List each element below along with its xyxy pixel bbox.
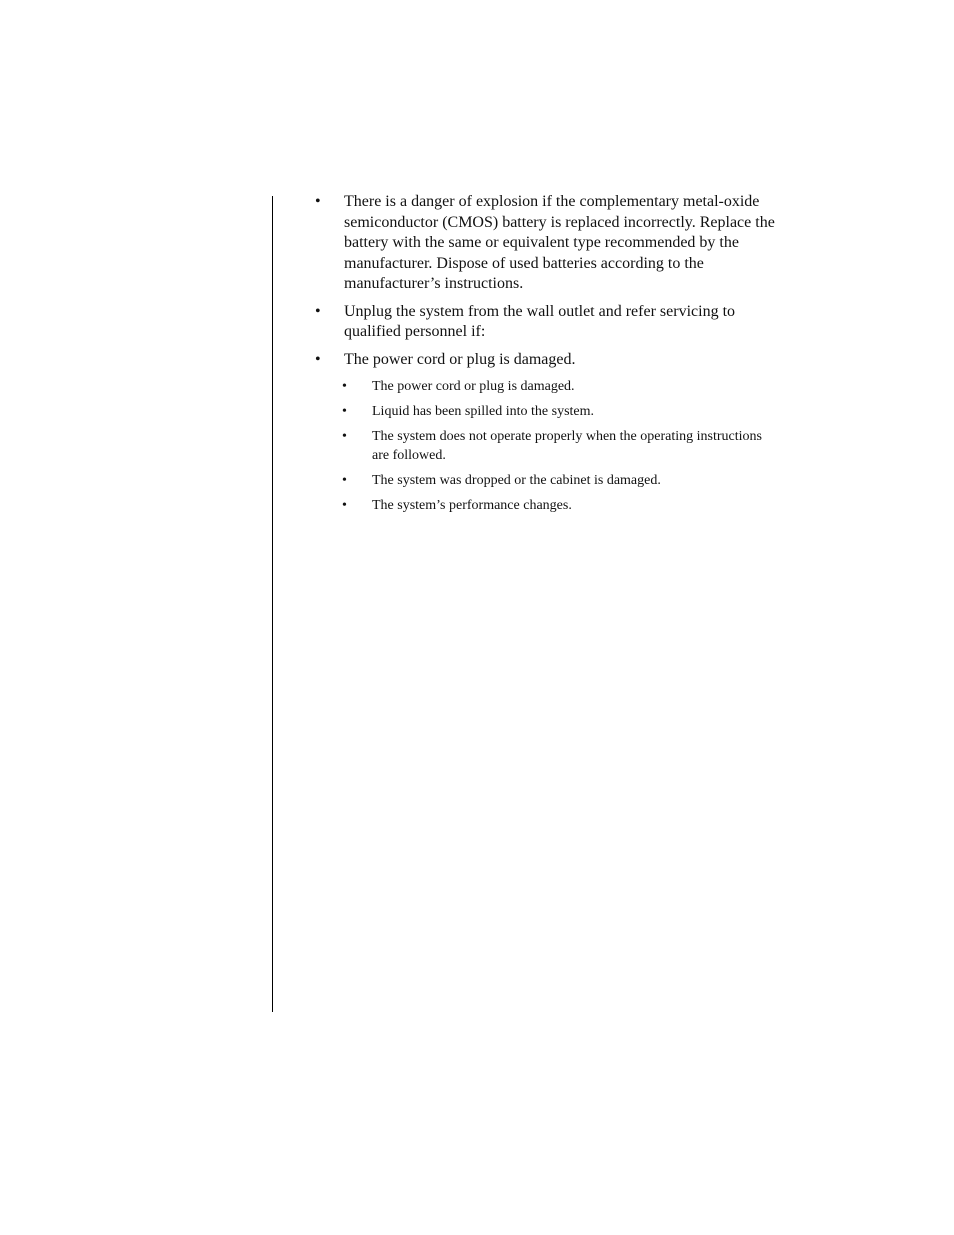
safety-instructions (311, 192, 781, 521)
sub-list-item (311, 377, 781, 396)
sub-list-item-text: The system does not operate properly when the operating instructions are followed. (372, 429, 762, 463)
list-item (311, 350, 781, 371)
list-item (311, 302, 781, 343)
bullet-icon: • (315, 302, 321, 320)
sub-list-item-text: The system was dropped or the cabinet is damaged. (372, 473, 661, 488)
margin-rule (272, 196, 273, 1012)
sub-list-item (311, 471, 781, 490)
list-item-text: The power cord or plug is damaged. (344, 350, 576, 368)
sub-list-item-text: The power cord or plug is damaged. (372, 379, 575, 394)
bullet-icon: • (315, 193, 321, 210)
bullet-icon: • (342, 404, 347, 419)
list-item (311, 192, 781, 295)
list-item-text: Unplug the system from the wall outlet and refer servicing to qualified personnel if: (344, 302, 736, 340)
bullet-icon: • (342, 379, 347, 394)
bullet-icon: • (342, 498, 347, 513)
sub-list-item (311, 496, 781, 515)
main-bullet-list (311, 192, 781, 370)
sub-bullet-list (311, 377, 781, 515)
sub-list-item-text: The system’s performance changes. (372, 498, 572, 513)
bullet-icon: • (342, 429, 347, 444)
bullet-icon: • (315, 350, 321, 368)
bullet-icon: • (342, 473, 347, 488)
sub-list-item-text: Liquid has been spilled into the system. (372, 404, 595, 419)
list-item-text: There is a danger of explosion if the complementary metal-oxide semiconductor (CMOS) battery is replaced incorrectly. Replace the battery with the same or equivalent type recommended by the manufacturer. Dispose of used batteries according to the manufacturer’s instructions. (344, 193, 775, 292)
sub-list-item (311, 427, 781, 465)
sub-list-item (311, 402, 781, 421)
